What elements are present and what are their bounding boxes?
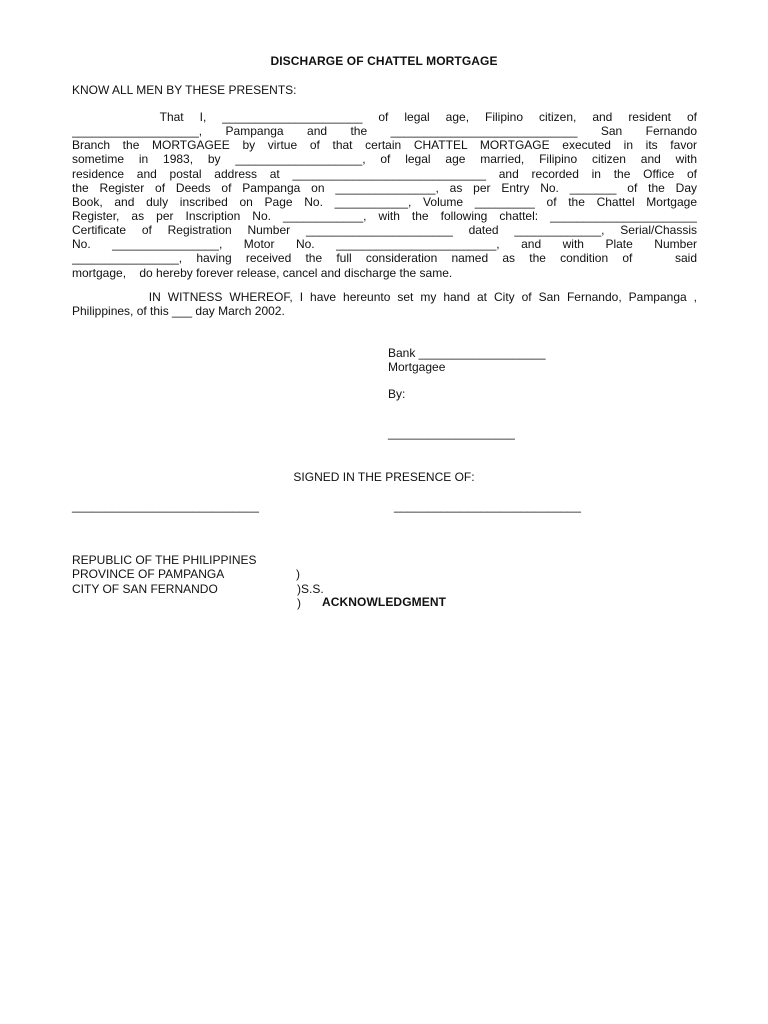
document-title: DISCHARGE OF CHATTEL MORTGAGE (270, 54, 498, 68)
venue-province-mark: )S.S. (297, 581, 324, 596)
paragraph-line: sometime in 1983, by ___________________, of legal age married, Filipino citizen and with (72, 152, 697, 167)
paragraph-line: the Register of Deeds of Pampanga on _______________, as per Entry No. _______ of the Day (72, 180, 697, 195)
paragraph-line: No. ________________, Motor No. ________________________, and with Plate Number (72, 237, 697, 252)
paragraph-line: Philippines, of this ___ day March 2002. (72, 304, 285, 319)
salutation: KNOW ALL MEN BY THESE PRESENTS: (72, 83, 297, 97)
bank-line: Bank ___________________ (388, 346, 546, 360)
venue-block (72, 539, 324, 610)
paragraph-line: Certificate of Registration Number ______________________ dated _____________, Serial/Chassis (72, 223, 697, 238)
paragraph-line: Book, and duly inscribed on Page No. ___________, Volume _________ of the Chattel Mortgage (72, 194, 697, 209)
venue-province: PROVINCE OF PAMPANGA (72, 567, 225, 582)
paragraph-line: mortgage, do hereby forever release, cancel and discharge the same. (72, 265, 453, 280)
mortgagee-block (388, 346, 546, 374)
venue-city: CITY OF SAN FERNANDO (72, 581, 218, 596)
by-label: By: (388, 387, 406, 401)
paragraph-line: residence and postal address at _____________________________ and recorded in the Office of (72, 166, 697, 181)
paragraph-line: IN WITNESS WHEREOF, I have hereunto set my hand at City of San Fernando, Pampanga , (72, 290, 697, 304)
venue-republic: REPUBLIC OF THE PHILIPPINES (72, 553, 257, 568)
signed-presence-heading: SIGNED IN THE PRESENCE OF: (293, 470, 475, 484)
paragraph-line: ________________, having received the full consideration named as the condition of said (72, 251, 697, 266)
paragraph-line: That I, _____________________ of legal age, Filipino citizen, and resident of (72, 110, 697, 124)
paragraph-line: Branch the MORTGAGEE by virtue of that certain CHATTEL MORTGAGE executed in its favor (72, 138, 697, 153)
witness-signature-line-right: ____________________________ (394, 499, 581, 513)
signature-line: ___________________ (388, 426, 515, 440)
witness-paragraph (72, 290, 697, 318)
witness-signature-line-left: ____________________________ (72, 499, 259, 513)
discharge-paragraph (72, 110, 697, 280)
paragraph-line: Register, as per Inscription No. ____________, with the following chattel: ______________________ (72, 208, 697, 223)
paragraph-line: ___________________, Pampanga and the ____________________________ San Fernando (72, 124, 697, 139)
venue-city-mark: ) (297, 595, 301, 610)
acknowledgment-heading: ACKNOWLEDGMENT (321, 595, 447, 609)
mortgagee-label: Mortgagee (388, 360, 446, 374)
venue-republic-mark: ) (296, 567, 300, 582)
